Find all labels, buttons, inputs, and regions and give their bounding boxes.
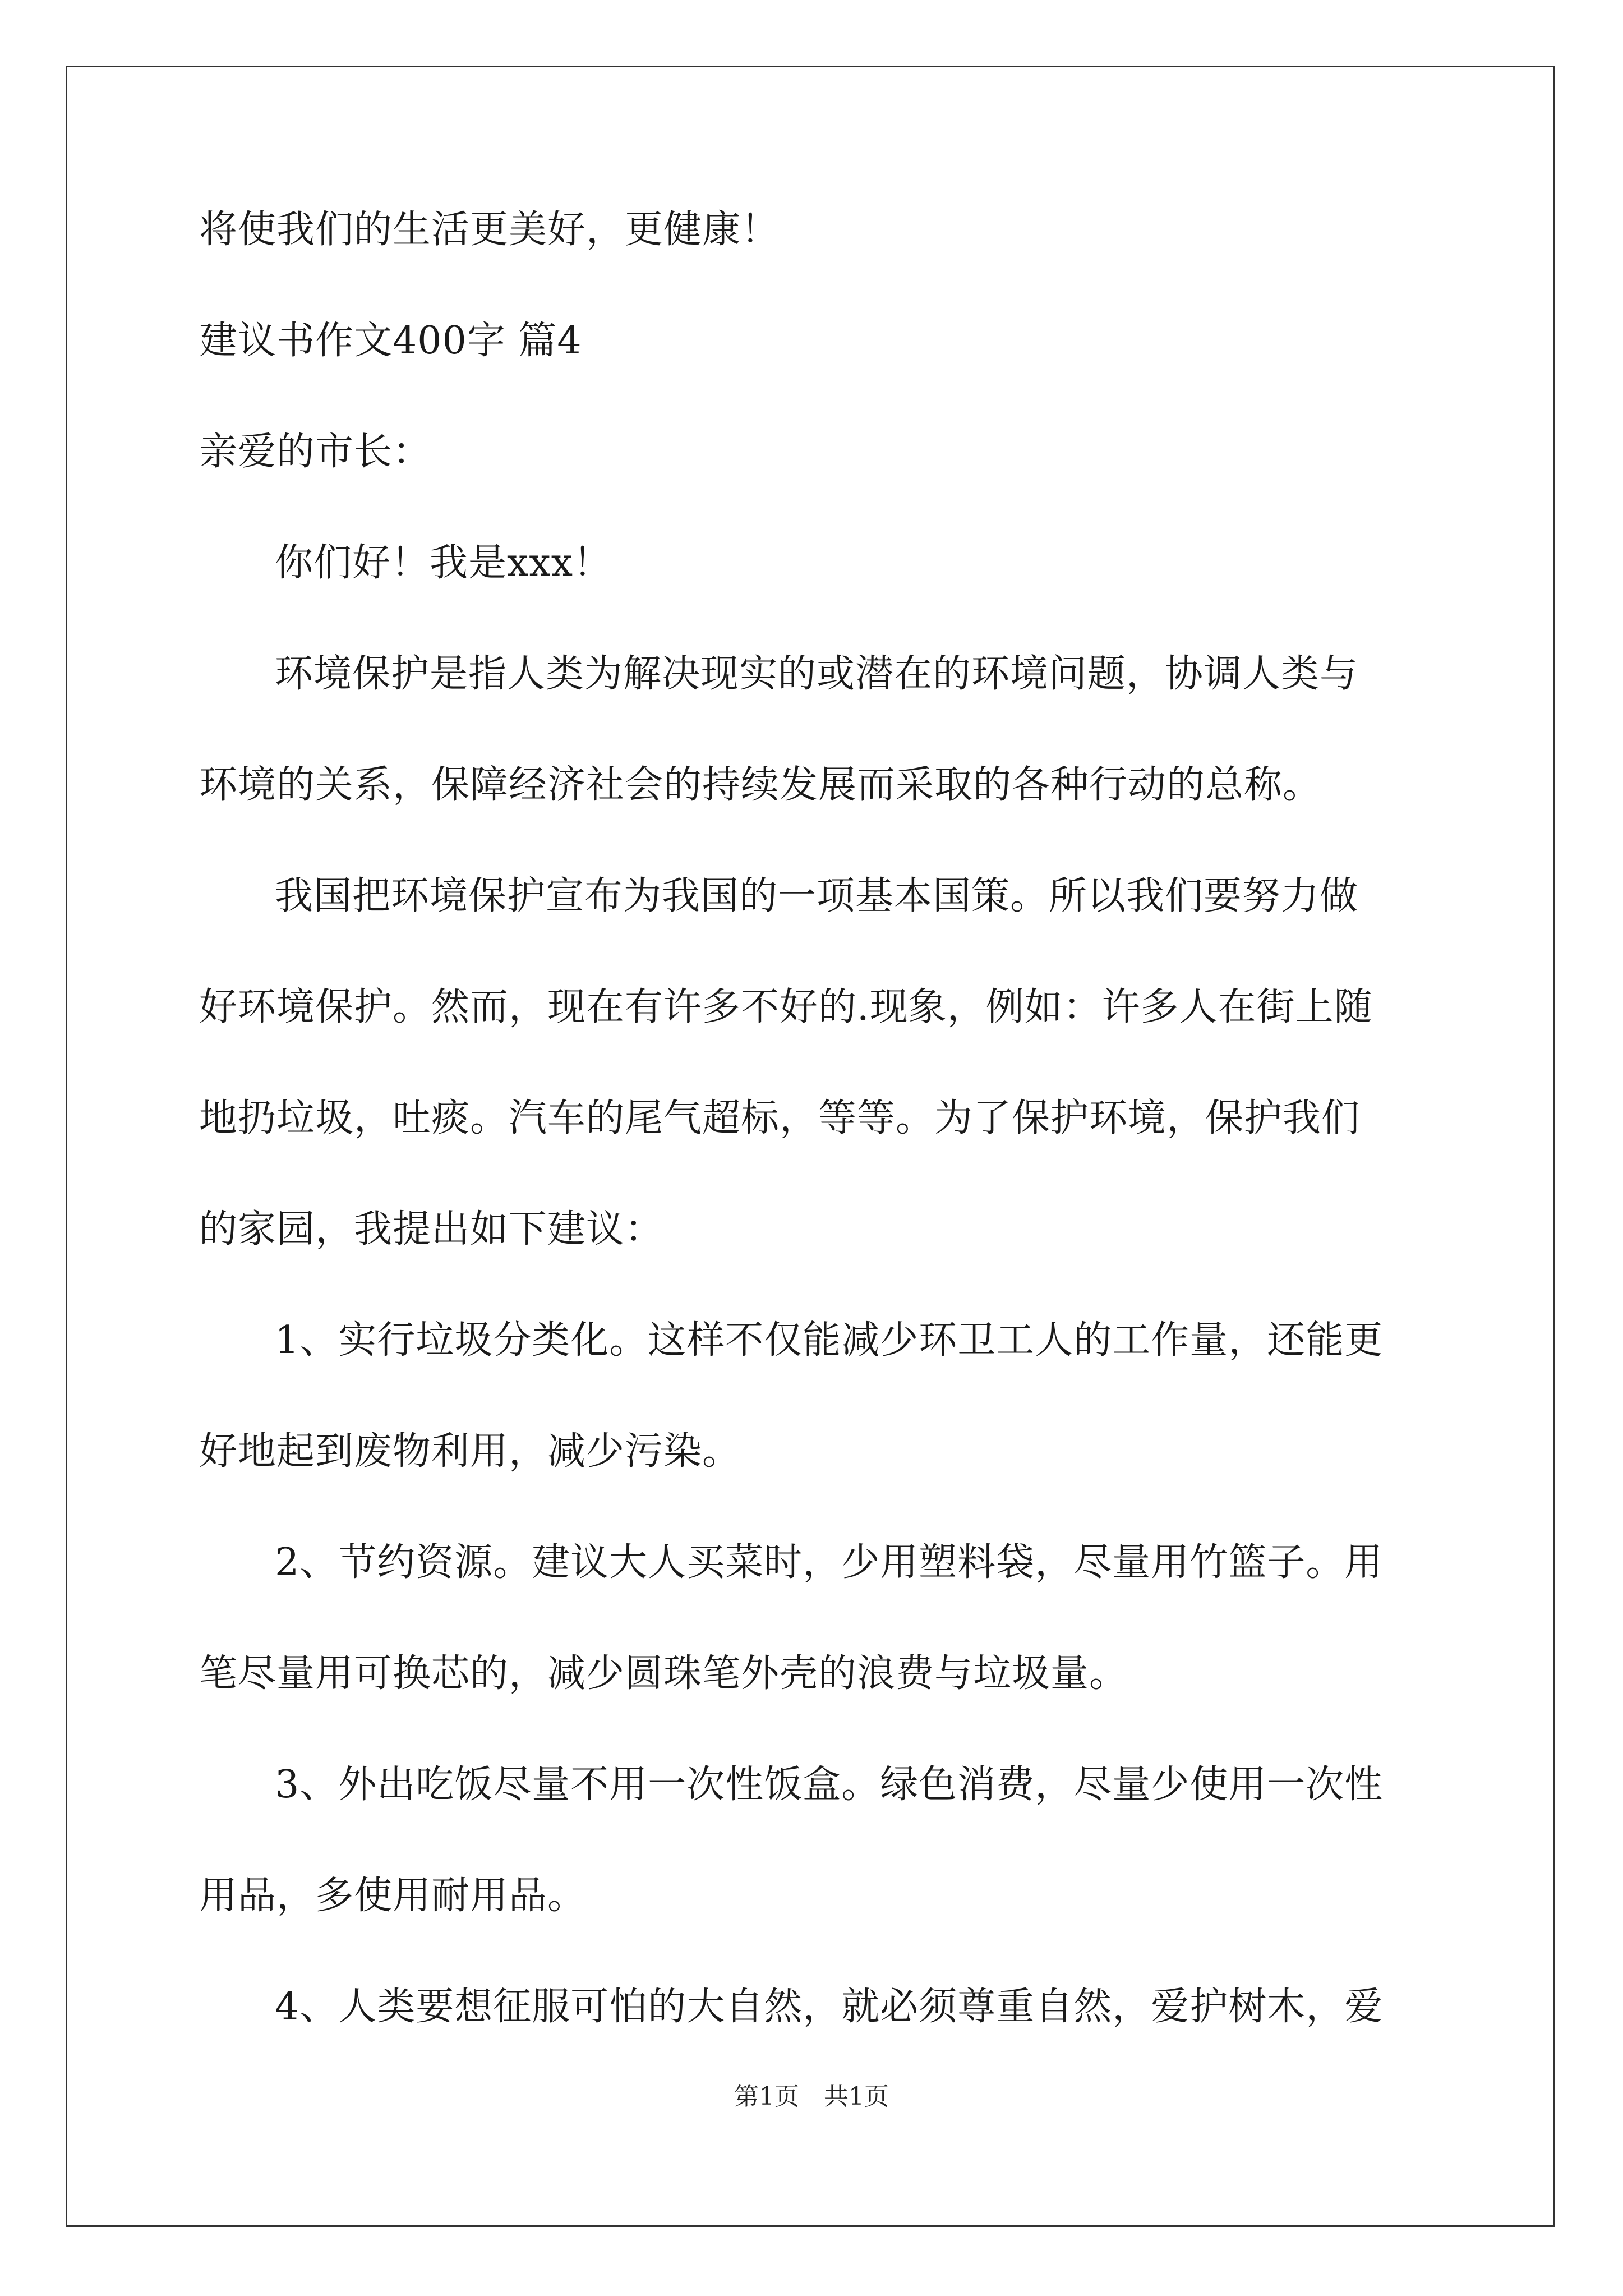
text-line: 环境保护是指人类为解决现实的或潜在的环境问题，协调人类与 xyxy=(275,652,1359,696)
text-line: 环境的关系，保障经济社会的持续发展而采取的各种行动的总称。 xyxy=(199,763,1322,807)
greeting: 你们好！我是xxx！ xyxy=(275,541,612,585)
document-body xyxy=(199,208,1427,2096)
list-item-3: 3、外出吃饭尽量不用一次性饭盒。绿色消费，尽量少使用一次性 xyxy=(275,1763,1384,1807)
text-line: 将使我们的生活更美好，更健康！ xyxy=(199,208,780,252)
text-line: 的家园，我提出如下建议： xyxy=(199,1207,664,1251)
list-item-2: 2、节约资源。建议大人买菜时，少用塑料袋，尽量用竹篮子。用 xyxy=(275,1540,1384,1585)
page-number-footer: 第1页 共1页 xyxy=(734,2082,889,2111)
salutation: 亲爱的市长： xyxy=(199,430,432,474)
list-item-1: 1、实行垃圾分类化。这样不仅能减少环卫工人的工作量，还能更 xyxy=(275,1318,1384,1363)
text-line: 地扔垃圾，吐痰。汽车的尾气超标，等等。为了保护环境，保护我们 xyxy=(199,1096,1361,1140)
text-line: 好环境保护。然而，现在有许多不好的.现象，例如：许多人在街上随 xyxy=(199,985,1373,1029)
text-line: 我国把环境保护宣布为我国的一项基本国策。所以我们要努力做 xyxy=(275,874,1359,918)
section-heading: 建议书作文400字 篇4 xyxy=(199,319,582,363)
text-line: 好地起到废物利用，减少污染。 xyxy=(199,1429,741,1474)
text-line: 笔尽量用可换芯的，减少圆珠笔外壳的浪费与垃圾量。 xyxy=(199,1651,1128,1696)
list-item-4: 4、人类要想征服可怕的大自然，就必须尊重自然，爱护树木，爱 xyxy=(275,1985,1384,2029)
text-line: 用品，多使用耐用品。 xyxy=(199,1874,587,1918)
